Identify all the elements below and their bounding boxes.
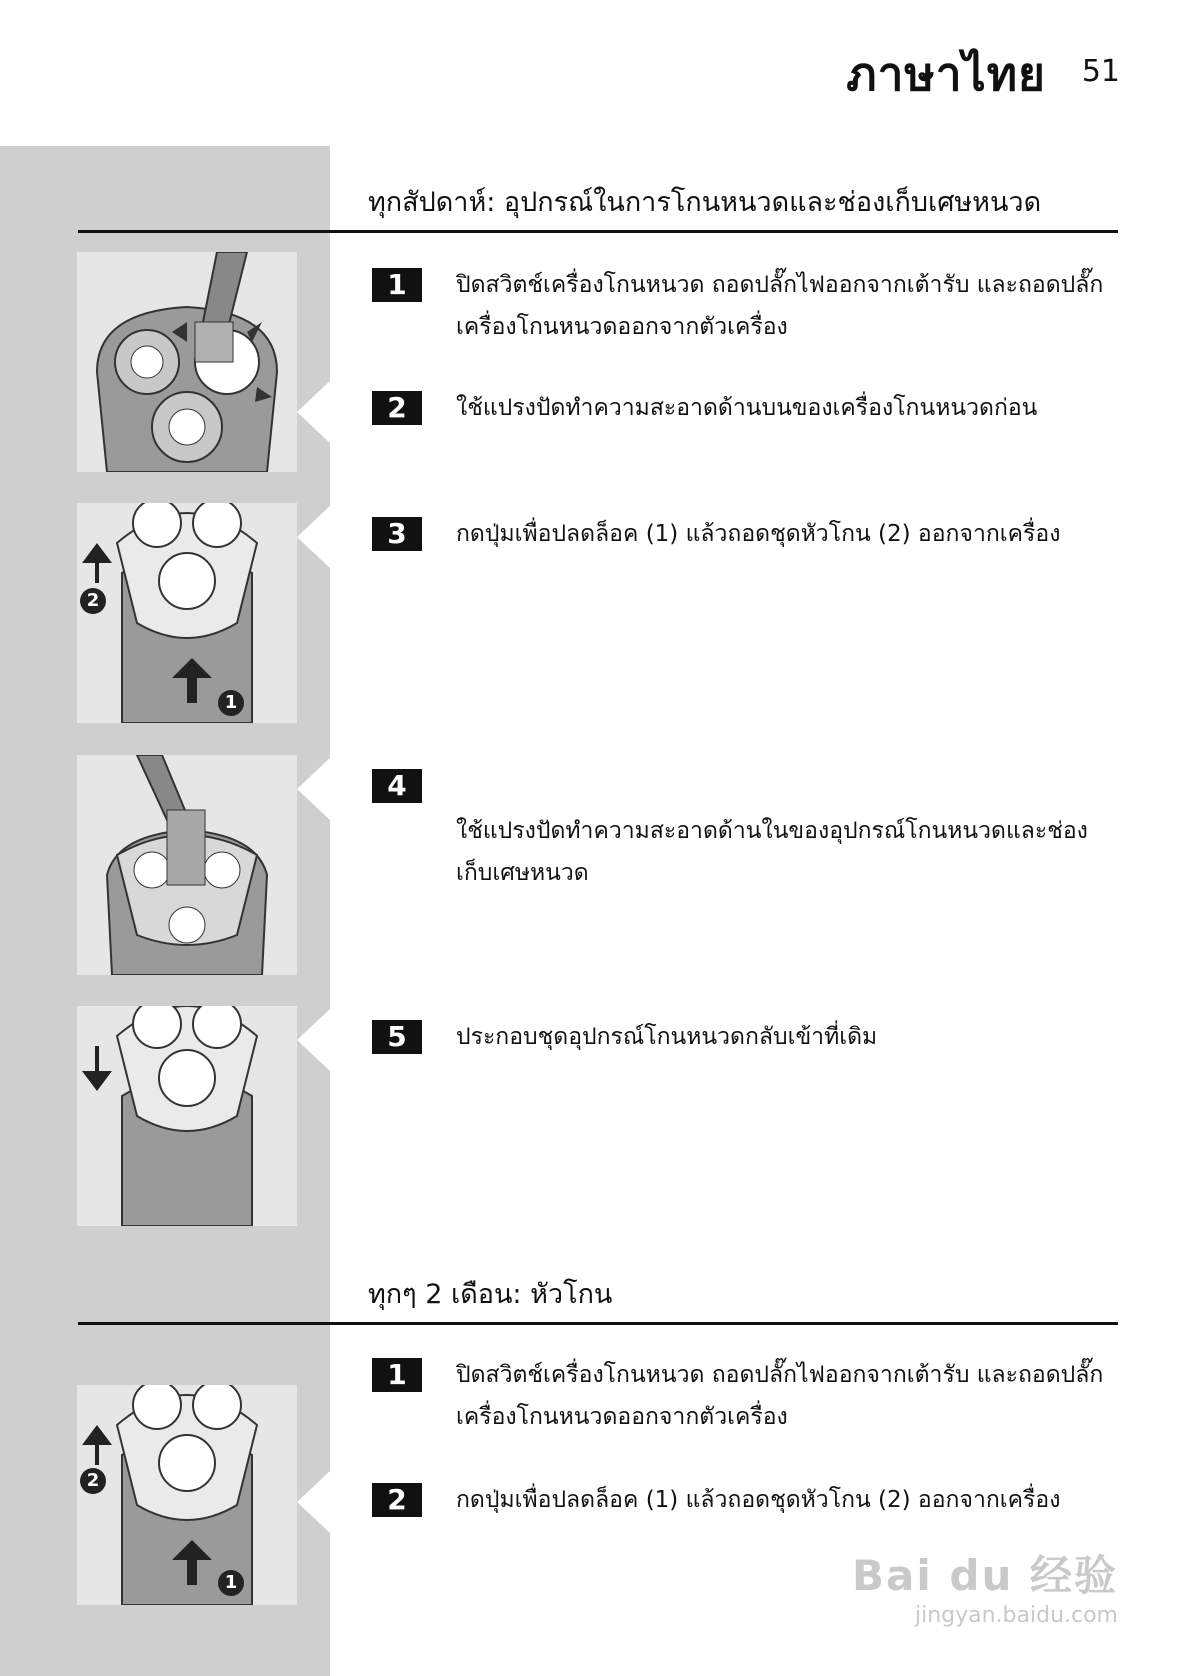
step-number: 2 — [372, 391, 422, 425]
illustration-brush-top — [77, 252, 297, 472]
step-text: กดปุ่มเพื่อปลดล็อค (1) แล้วถอดชุดหัวโกน (2) ออกจากเครื่อง — [456, 521, 1061, 547]
illustration-pointer — [297, 1008, 331, 1072]
illustration-pointer — [297, 1470, 331, 1534]
illustration-remove-head-2 — [77, 1385, 297, 1605]
watermark-logo: Bai du 经验 — [852, 1551, 1118, 1600]
section-divider — [78, 1322, 1118, 1325]
step-number: 2 — [372, 1483, 422, 1517]
section-title-bimonthly: ทุกๆ 2 เดือน: หัวโกน — [368, 1279, 613, 1310]
section-divider — [78, 230, 1118, 233]
callout-two: 2 — [80, 588, 106, 614]
step-number: 4 — [372, 769, 422, 803]
illustration-pointer — [297, 757, 331, 821]
page-language-title: ภาษาไทย — [846, 47, 1046, 101]
step-number: 5 — [372, 1020, 422, 1054]
callout-one: 1 — [218, 690, 244, 716]
step-text: ปิดสวิตช์เครื่องโกนหนวด ถอดปลั๊กไฟออกจากเต้ารับ และถอดปลั๊กเครื่องโกนหนวดออกจากตัวเครื่อง — [456, 1362, 1104, 1430]
step-text: ใช้แปรงปัดทำความสะอาดด้านในของอุปกรณ์โกนหนวดและช่องเก็บเศษหนวด — [456, 818, 1088, 886]
watermark-url: jingyan.baidu.com — [914, 1603, 1118, 1628]
section-title-weekly: ทุกสัปดาห์: อุปกรณ์ในการโกนหนวดและช่องเก็บเศษหนวด — [368, 187, 1042, 218]
illustration-brush-inside — [77, 755, 297, 975]
illustration-reassemble — [77, 1006, 297, 1226]
step-number: 3 — [372, 517, 422, 551]
step-text: ปิดสวิตช์เครื่องโกนหนวด ถอดปลั๊กไฟออกจากเต้ารับ และถอดปลั๊กเครื่องโกนหนวดออกจากตัวเครื่อง — [456, 272, 1104, 340]
illustration-pointer — [297, 505, 331, 569]
step-text: ใช้แปรงปัดทำความสะอาดด้านบนของเครื่องโกนหนวดก่อน — [456, 395, 1038, 421]
step-number: 1 — [372, 1358, 422, 1392]
watermark — [852, 1543, 1118, 1628]
step-text: ประกอบชุดอุปกรณ์โกนหนวดกลับเข้าที่เดิม — [456, 1024, 878, 1050]
step-text: กดปุ่มเพื่อปลดล็อค (1) แล้วถอดชุดหัวโกน (2) ออกจากเครื่อง — [456, 1487, 1061, 1513]
step-number: 1 — [372, 268, 422, 302]
page-number: 51 — [1081, 54, 1120, 89]
callout-one: 1 — [218, 1570, 244, 1596]
illustration-pointer — [297, 380, 331, 444]
callout-two: 2 — [80, 1468, 106, 1494]
illustration-remove-head — [77, 503, 297, 723]
